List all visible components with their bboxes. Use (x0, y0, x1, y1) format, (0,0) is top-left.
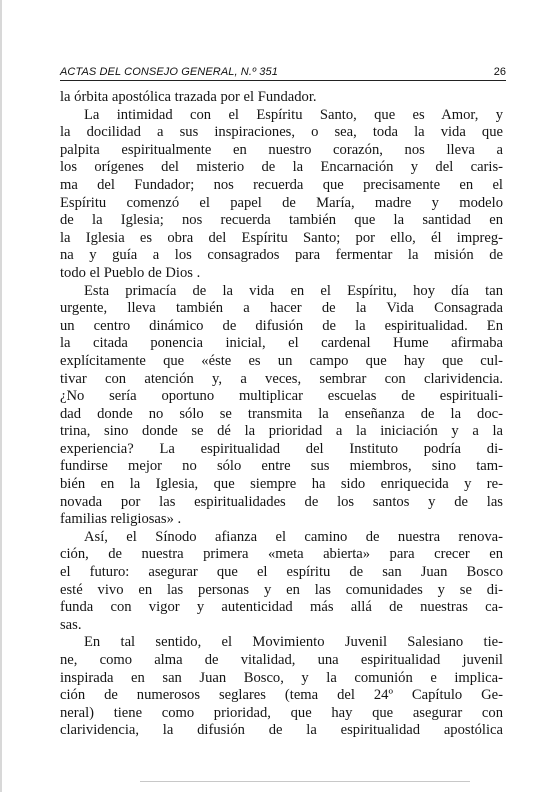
running-header (60, 64, 506, 80)
text-line: la citada ponencia inicial, el cardenal Hume afirmaba (60, 335, 503, 352)
header-title: ACTAS DEL CONSEJO GENERAL, N.º 351 (60, 66, 278, 78)
text-line: inspirada en san Juan Bosco, y la comunión e implica- (60, 669, 503, 686)
text-line: ¿No sería oportuno multiplicar escuelas de espirituali- (60, 388, 503, 405)
text-line: un centro dinámico de difusión de la espiritualidad. En (60, 317, 503, 334)
footer-rule (140, 781, 470, 782)
text-line: palpita espiritualmente en nuestro corazón, nos lleva a (60, 141, 503, 158)
text-line: sas. (60, 616, 82, 633)
header-rule (60, 80, 506, 81)
page-number: 26 (493, 66, 506, 78)
text-line: esté vivo en las personas y en las comunidades y se di- (60, 581, 503, 598)
text-line: de la Iglesia; nos recuerda también que la santidad en (60, 212, 503, 229)
text-line: fundirse mejor no sólo entre sus miembros, sino tam- (60, 458, 503, 475)
text-line: clarividencia, la difusión de la espiritualidad apostólica (60, 722, 503, 739)
text-line: Así, el Sínodo afianza el camino de nuestra renova- (84, 528, 503, 545)
text-line: Esta primacía de la vida en el Espíritu, hoy día tan (84, 282, 503, 299)
text-line: la docilidad a sus inspiraciones, o sea, toda la vida que (60, 124, 503, 141)
text-line: ción de numerosos seglares (tema del 24º Capítulo Ge- (60, 687, 503, 704)
text-line: Espíritu comenzó el papel de María, madre y modelo (60, 194, 503, 211)
page-edge (0, 0, 2, 792)
text-line: la órbita apostólica trazada por el Fundador. (60, 89, 317, 105)
text-line: explícitamente que «éste es un campo que hay que cul- (60, 352, 503, 369)
text-line: neral) tiene como prioridad, que hay que asegurar con (60, 704, 503, 721)
text-line: familias religiosas» . (60, 511, 182, 528)
text-line: ma del Fundador; nos recuerda que precisamente en el (60, 176, 503, 193)
body-text (60, 89, 503, 740)
text-line: dad donde no sólo se transmita la enseñanza de la doc- (60, 405, 503, 422)
text-line: ción, de nuestra primera «meta abierta» para crecer en (60, 546, 503, 563)
text-line: trina, sino donde se dé la prioridad a la iniciación y a la (60, 423, 503, 440)
text-line: tivar con atención y, a veces, sembrar con clarividencia. (60, 370, 503, 387)
text-line: experiencia? La espiritualidad del Instituto podría di- (60, 440, 503, 457)
text-line: na y guía a los consagrados para fermentar la misión de (60, 247, 503, 264)
text-line: urgente, lleva también a hacer de la Vida Consagrada (60, 300, 503, 317)
text-line: todo el Pueblo de Dios . (60, 264, 201, 281)
text-line: novada por las espiritualidades de los santos y de las (60, 493, 503, 510)
text-line: La intimidad con el Espíritu Santo, que es Amor, y (84, 106, 503, 123)
text-line: la Iglesia es obra del Espíritu Santo; por ello, él impreg- (60, 229, 503, 246)
text-line: funda con vigor y autenticidad más allá de nuestras ca- (60, 599, 503, 616)
text-line: los orígenes del misterio de la Encarnación y del caris- (60, 159, 503, 176)
text-line: ne, como alma de vitalidad, una espiritualidad juvenil (60, 652, 503, 668)
text-line: el futuro: asegurar que el espíritu de san Juan Bosco (60, 564, 503, 581)
text-line: bién en la Iglesia, que siempre ha sido enriquecida y re- (60, 476, 503, 493)
text-line: En tal sentido, el Movimiento Juvenil Salesiano tie- (84, 634, 503, 651)
